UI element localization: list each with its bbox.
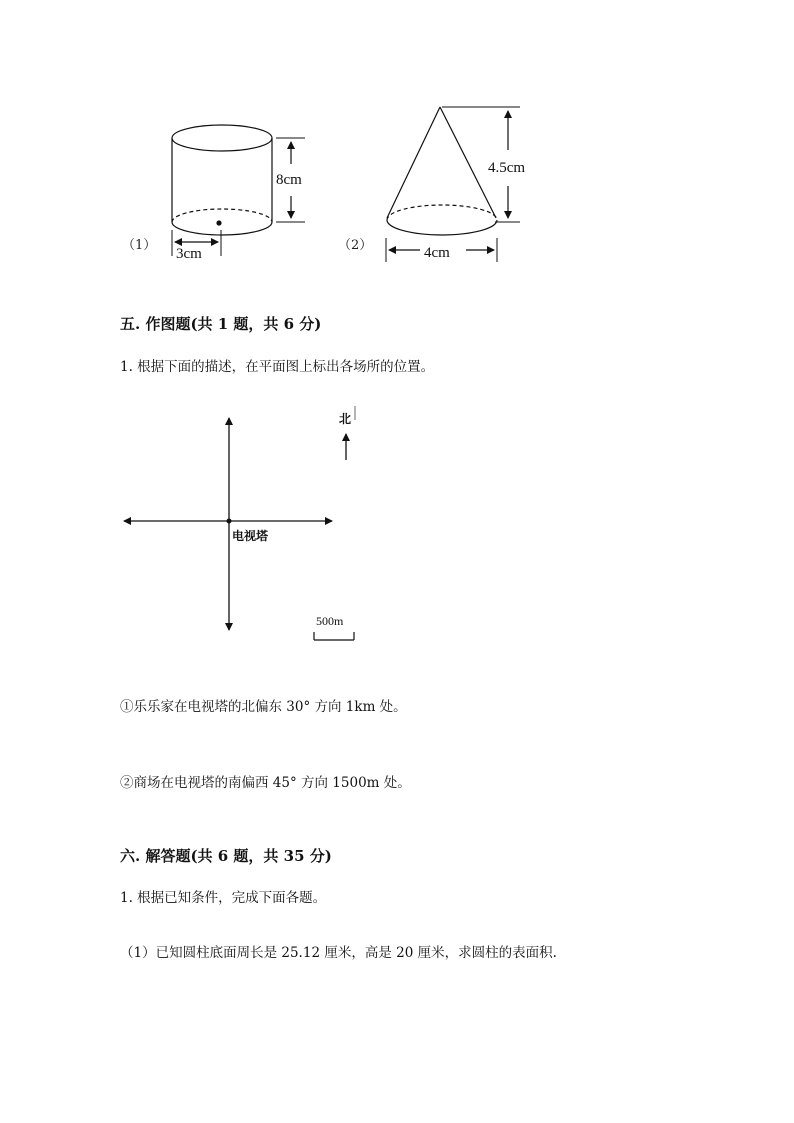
scale-bar	[314, 632, 354, 640]
section5-item1: ①乐乐家在电视塔的北偏东 30° 方向 1km 处。	[120, 699, 407, 715]
north-label: 北	[339, 412, 352, 426]
geometry-figures	[0, 0, 794, 300]
section6-sub1: （1）已知圆柱底面周长是 25.12 厘米，高是 20 厘米，求圆柱的表面积.	[120, 945, 557, 961]
tv-tower-label: 电视塔	[232, 529, 269, 543]
section5-question1: 1. 根据下面的描述，在平面图上标出各场所的位置。	[120, 359, 435, 375]
cylinder-height-label: 8cm	[276, 172, 302, 188]
cylinder-label: （1）	[122, 238, 157, 253]
cone-figure	[386, 107, 520, 262]
section5-item2: ②商场在电视塔的南偏西 45° 方向 1500m 处。	[120, 775, 411, 791]
section6-question1: 1. 根据已知条件，完成下面各题。	[120, 890, 327, 906]
section5-title: 五. 作图题(共 1 题，共 6 分)	[120, 315, 322, 333]
cylinder-figure	[172, 125, 305, 256]
section6-title: 六. 解答题(共 6 题，共 35 分)	[120, 847, 332, 865]
cone-height-label: 4.5cm	[488, 160, 526, 176]
scale-label: 500m	[316, 614, 344, 628]
cylinder-radius-label: 3cm	[176, 246, 202, 262]
location-map	[0, 400, 794, 650]
cone-diameter-label: 4cm	[424, 245, 450, 261]
cone-label: （2）	[338, 238, 373, 253]
map-axes	[124, 418, 332, 630]
